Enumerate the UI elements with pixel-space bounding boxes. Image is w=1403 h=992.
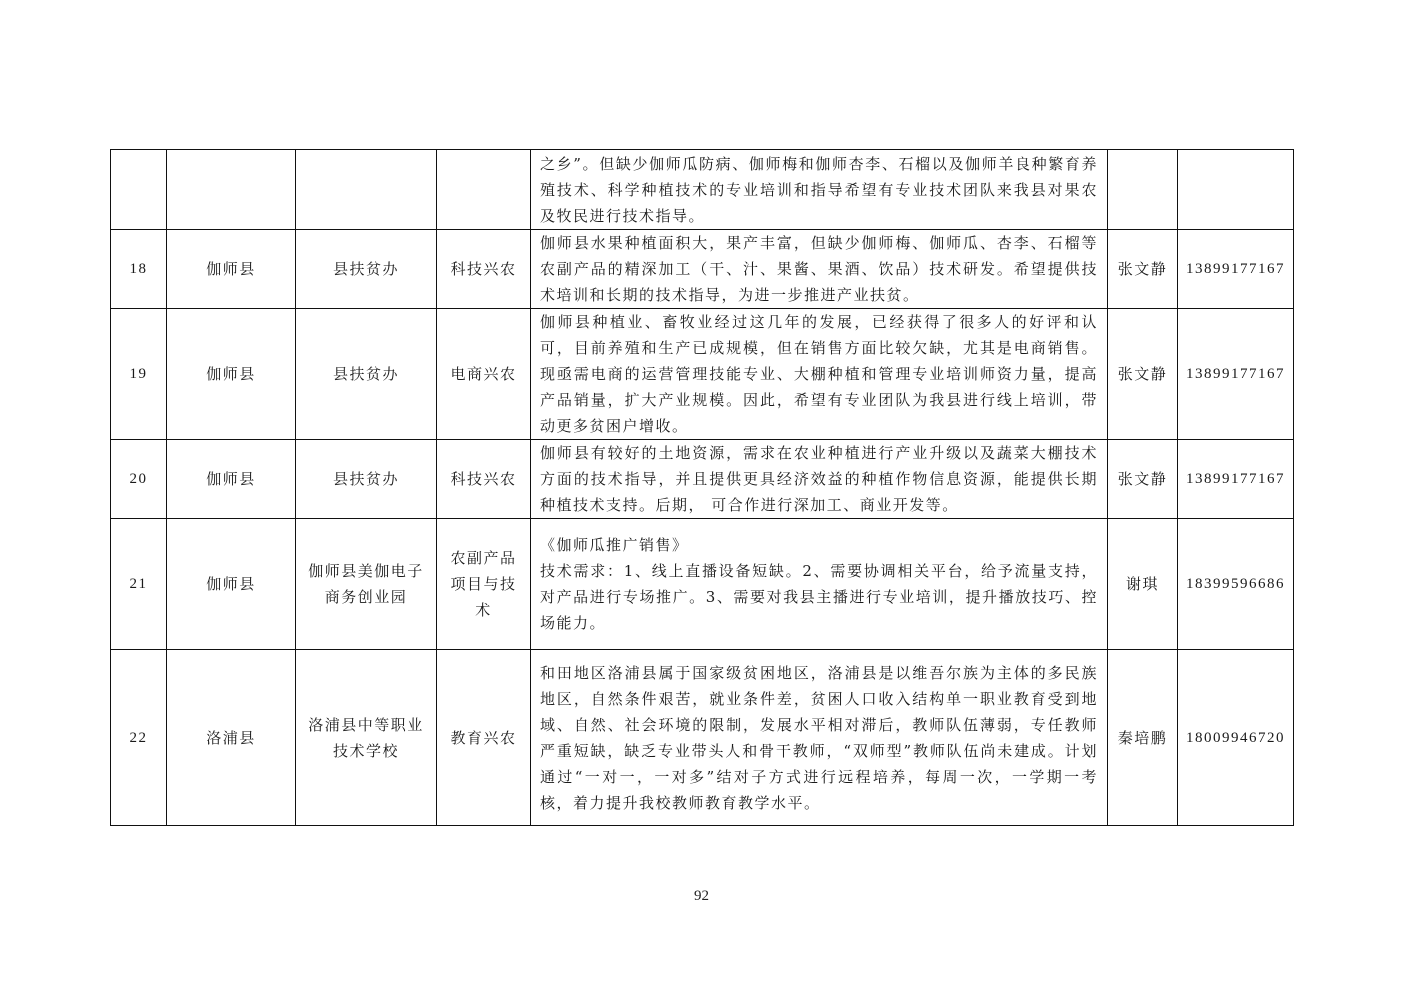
unit-cell: [296, 150, 437, 230]
category-cell: [437, 150, 531, 230]
county-cell: 伽师县: [167, 519, 296, 650]
description-text: 伽师县水果种植面积大，果产丰富，但缺少伽师梅、伽师瓜、杏李、石榴等农副产品的精深加工（干、汁、果酱、果酒、饮品）技术研发。希望提供技术培训和长期的技术指导，为进一步推进产业扶贫。: [540, 234, 1098, 304]
category-text: 科技兴农: [450, 260, 517, 278]
county-cell: 伽师县: [167, 440, 296, 519]
category-text: 教育兴农: [450, 728, 517, 747]
description-cell: [531, 519, 1108, 650]
contact-cell: [1108, 150, 1178, 230]
contact-cell: 秦培鹏: [1108, 650, 1178, 826]
table-row: [111, 440, 1294, 519]
category-cell: [437, 519, 531, 650]
phone-cell: 18009946720: [1178, 650, 1294, 826]
category-cell: [437, 440, 531, 519]
county-cell: 伽师县: [167, 309, 296, 440]
category-text: 电商兴农: [450, 365, 517, 383]
row-number: [111, 150, 167, 230]
contact-cell: 张文静: [1108, 440, 1178, 519]
county-cell: 伽师县: [167, 230, 296, 309]
table-row: [111, 650, 1294, 826]
unit-cell: [296, 230, 437, 309]
row-number: 19: [111, 309, 167, 440]
row-number: 20: [111, 440, 167, 519]
description-text: 之乡”。但缺少伽师瓜防病、伽师梅和伽师杏李、石榴以及伽师羊良种繁育养殖技术、科学种植技术的专业培训和指导希望有专业技术团队来我县对果农及牧民进行技术指导。: [540, 154, 1098, 225]
demand-table: [110, 149, 1294, 826]
category-text: 农副产品 项目与技 术: [450, 549, 517, 619]
category-cell: [437, 650, 531, 826]
description-cell: [531, 150, 1108, 230]
contact-cell: 谢琪: [1108, 519, 1178, 650]
unit-text: 伽师县美伽电子 商务创业园: [308, 562, 424, 606]
description-cell: [531, 309, 1108, 440]
description-text: 《伽师瓜推广销售》 技术需求：1、线上直播设备短缺。2、需要协调相关平台，给予流量支持，对产品进行专场推广。3、需要对我县主播进行专业培训，提升播放技巧、控场能力。: [540, 536, 1098, 632]
description-cell: [531, 650, 1108, 826]
phone-cell: 13899177167: [1178, 440, 1294, 519]
description-cell: [531, 440, 1108, 519]
table-row: [111, 519, 1294, 650]
unit-cell: [296, 650, 437, 826]
phone-cell: 13899177167: [1178, 230, 1294, 309]
unit-text: 县扶贫办: [332, 260, 399, 278]
unit-cell: [296, 309, 437, 440]
description-text: 伽师县种植业、畜牧业经过这几年的发展，已经获得了很多人的好评和认可，目前养殖和生产已成规模，但在销售方面比较欠缺，尤其是电商销售。现亟需电商的运营管理技能专业、大棚种植和管理专业培训师资力量，提高产品销量，扩大产业规模。因此，希望有专业团队为我县进行线上培训，带动更多贫困户增收。: [540, 313, 1098, 435]
table-row: [111, 230, 1294, 309]
county-cell: [167, 150, 296, 230]
contact-cell: 张文静: [1108, 230, 1178, 309]
category-cell: [437, 309, 531, 440]
unit-text: 县扶贫办: [332, 470, 399, 488]
phone-cell: [1178, 150, 1294, 230]
page-number: 92: [694, 888, 709, 904]
description-cell: [531, 230, 1108, 309]
unit-cell: [296, 519, 437, 650]
county-cell: 洛浦县: [167, 650, 296, 826]
row-number: 22: [111, 650, 167, 826]
contact-cell: 张文静: [1108, 309, 1178, 440]
unit-text: 洛浦县中等职业 技术学校: [308, 715, 424, 760]
row-number: 18: [111, 230, 167, 309]
description-text: 伽师县有较好的土地资源，需求在农业种植进行产业升级以及蔬菜大棚技术方面的技术指导，并且提供更具经济效益的种植作物信息资源，能提供长期种植技术支持。后期， 可合作进行深加工、商业开发等。: [540, 444, 1098, 514]
category-cell: [437, 230, 531, 309]
unit-text: 县扶贫办: [332, 365, 399, 383]
category-text: 科技兴农: [450, 470, 517, 488]
row-number: 21: [111, 519, 167, 650]
table-row: [111, 309, 1294, 440]
description-text: 和田地区洛浦县属于国家级贫困地区，洛浦县是以维吾尔族为主体的多民族地区，自然条件艰苦，就业条件差，贫困人口收入结构单一职业教育受到地域、自然、社会环境的限制，发展水平相对滞后，教师队伍薄弱，专任教师严重短缺，缺乏专业带头人和骨干教师，“双师型”教师队伍尚未建成。计划通过“一对一，一对多”结对子方式进行远程培养，每周一次，一学期一考核，着力提升我校教师教育教学水平。: [540, 663, 1098, 812]
phone-cell: 13899177167: [1178, 309, 1294, 440]
table-row: [111, 150, 1294, 230]
phone-cell: 18399596686: [1178, 519, 1294, 650]
unit-cell: [296, 440, 437, 519]
